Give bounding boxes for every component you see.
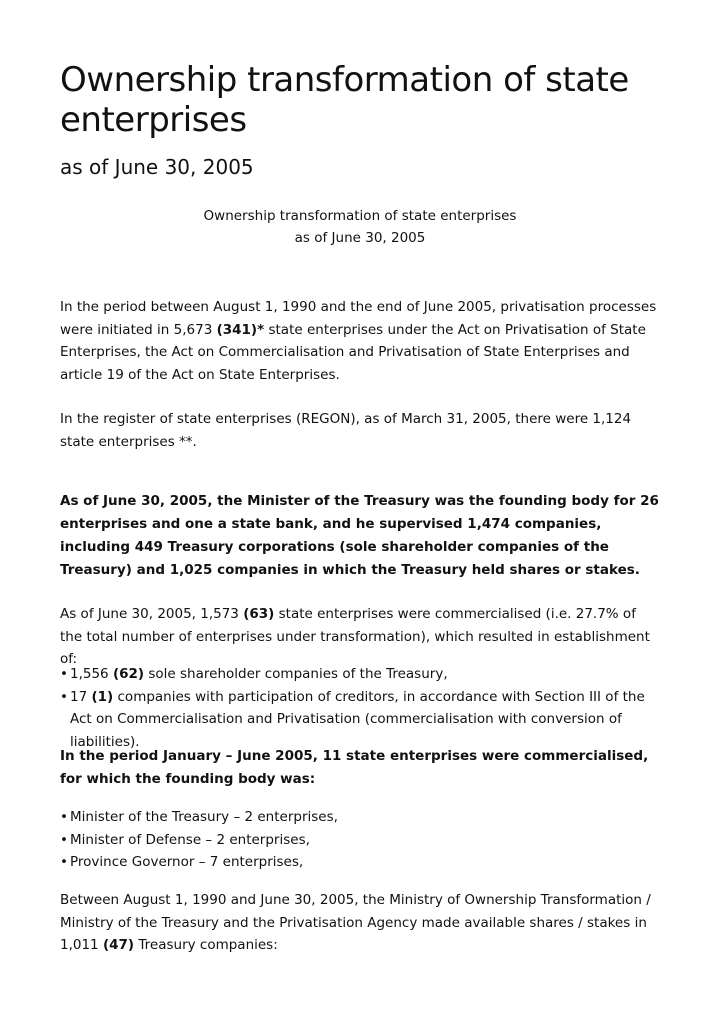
paragraph-privatisation-processes: In the period between August 1, 1990 and the end of June 2005, privatisation processes were initiated in 5,673 (341)* state enterprises under the Act on Privatisation of State Enterprises, the Act on Commercialisation and Privatisation of State Enterprises and article 19 of the Act on State Enterprises.: [60, 299, 657, 383]
paragraph-minister-founding-body: As of June 30, 2005, the Minister of the Treasury was the founding body for 26 enterprises and one a state bank, and he supervised 1,474 companies, including 449 Treasury corporations (sole shareholder companies of the Treasury) and 1,025 companies in which the Treasury held shares or stakes.: [60, 493, 659, 578]
list-item: • Province Governor – 7 enterprises,: [60, 851, 660, 874]
paragraph-commercialised: As of June 30, 2005, 1,573 (63) state enterprises were commercialised (i.e. 27.7% of the total number of enterprises under transformation), which resulted in establishment of:: [60, 606, 650, 667]
centered-heading-line2: as of June 30, 2005: [294, 230, 426, 246]
centered-heading: [60, 205, 660, 249]
list-item: • Minister of the Treasury – 2 enterprises,: [60, 806, 660, 829]
paragraph-shares-stakes: Between August 1, 1990 and June 30, 2005, the Ministry of Ownership Transformation / Ministry of the Treasury and the Privatisation Agency made available shares / stakes in 1,011 (47) Treasury companies:: [60, 892, 651, 953]
list-item: • Minister of Defense – 2 enterprises,: [60, 829, 660, 852]
commercialisation-results-list: [60, 663, 660, 753]
list-item: • 17 (1) companies with participation of creditors, in accordance with Section III of the Act on Commercialisation and Privatisation (commercialisation with conversion of liabilities).: [60, 686, 660, 754]
founding-body-list: [60, 806, 660, 874]
centered-heading-line1: Ownership transformation of state enterprises: [203, 208, 517, 224]
page-title: Ownership transformation of state enterprises: [60, 60, 629, 140]
paragraph-regon: In the register of state enterprises (REGON), as of March 31, 2005, there were 1,124 state enterprises **.: [60, 411, 632, 450]
page-subtitle: as of June 30, 2005: [60, 155, 254, 179]
list-item: • 1,556 (62) sole shareholder companies of the Treasury,: [60, 663, 660, 686]
paragraph-jan-june-2005: In the period January – June 2005, 11 state enterprises were commercialised, for which the founding body was:: [60, 748, 649, 787]
